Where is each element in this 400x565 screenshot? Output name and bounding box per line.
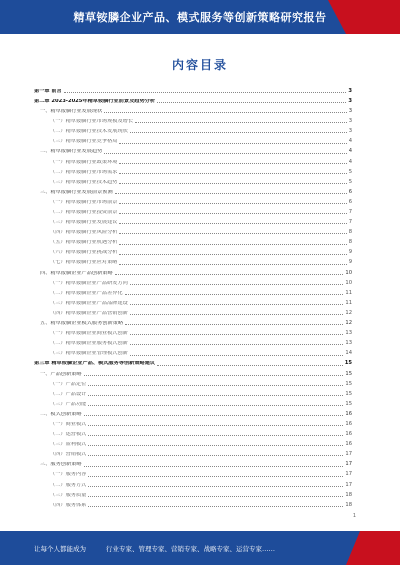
toc-entry[interactable]	[34, 437, 352, 447]
toc-entry[interactable]	[34, 165, 352, 175]
toc-leader-dots	[119, 244, 346, 245]
toc-entry-title: （二）服务方式	[50, 482, 87, 488]
toc-leader-dots	[119, 264, 346, 265]
toc-entry[interactable]	[34, 175, 352, 185]
toc-entry-title: （三）精草铵膦行业技术趋势	[50, 179, 118, 185]
toc-leader-dots	[130, 344, 344, 345]
toc-leader-dots	[88, 385, 343, 386]
toc-leader-dots	[119, 213, 346, 214]
toc-entry[interactable]	[34, 185, 352, 195]
toc-entry-title: （三）精草铵膦企业管理模式创新	[50, 351, 128, 357]
toc-leader-dots	[84, 466, 344, 467]
toc-entry-title: （二）精草铵膦企业服务模式创新	[50, 341, 128, 347]
toc-leader-dots	[88, 405, 343, 406]
toc-entry-title: 二、精草铵膦行业发展趋势	[40, 149, 103, 155]
toc-entry-title: （一）产品定位	[50, 381, 87, 387]
toc-leader-dots	[88, 445, 343, 446]
toc-entry[interactable]	[34, 205, 352, 215]
toc-entry-title: （三）精草铵膦行业竞争格局	[50, 139, 118, 145]
toc-entry-page: 13	[345, 340, 352, 347]
report-footer	[0, 531, 400, 565]
toc-leader-dots	[130, 304, 344, 305]
report-header	[0, 0, 400, 34]
toc-leader-dots	[119, 173, 346, 174]
toc-leader-dots	[119, 223, 346, 224]
toc-entry-page: 9	[348, 249, 352, 256]
toc-leader-dots	[157, 102, 346, 103]
toc-entry-page: 17	[345, 461, 352, 468]
toc-entry-page: 4	[348, 158, 352, 165]
toc-entry[interactable]	[34, 316, 352, 326]
toc-leader-dots	[157, 365, 343, 366]
toc-entry-page: 17	[345, 451, 352, 458]
toc-leader-dots	[135, 122, 347, 123]
toc-leader-dots	[130, 314, 344, 315]
toc-leader-dots	[104, 153, 346, 154]
toc-entry-page: 5	[348, 168, 352, 175]
toc-entry-page: 18	[345, 501, 352, 508]
toc-entry-title: （一）商业模式	[50, 421, 87, 427]
toc-entry-page: 18	[345, 491, 352, 498]
footer-slogan: 让每个人都能成为	[34, 544, 86, 553]
toc-leader-dots	[115, 193, 347, 194]
toc-entry-title: （三）精草铵膦企业产品品牌建设	[50, 300, 128, 306]
toc-entry-title: 第三章 精草铵膦企业产品、模式服务等创新策略建议	[34, 361, 156, 367]
toc-entry-page: 15	[345, 400, 352, 407]
toc-entry[interactable]	[34, 326, 352, 336]
toc-entry-title: （四）营销模式	[50, 452, 87, 458]
toc-leader-dots	[88, 486, 343, 487]
toc-leader-dots	[130, 334, 344, 335]
toc-entry-page: 8	[348, 239, 352, 246]
toc-entry[interactable]	[34, 225, 352, 235]
toc-entry[interactable]	[34, 84, 352, 94]
toc-entry[interactable]	[34, 94, 352, 104]
footer-accent	[360, 531, 400, 565]
toc-entry-title: （四）精草铵膦企业产品营销创新	[50, 310, 128, 316]
toc-entry-title: （一）精草铵膦行业市场前景	[50, 199, 118, 205]
toc-entry-page: 15	[344, 360, 352, 367]
toc-entry-title: 一、精草铵膦行业发展现状	[40, 109, 103, 115]
toc-entry[interactable]	[34, 124, 352, 134]
toc-entry-page: 16	[345, 431, 352, 438]
toc-entry-title: （三）盈利模式	[50, 442, 87, 448]
toc-entry[interactable]	[34, 468, 352, 478]
toc-entry[interactable]	[34, 357, 352, 367]
toc-entry-page: 16	[345, 441, 352, 448]
toc-entry-page: 8	[348, 229, 352, 236]
toc-leader-dots	[64, 92, 347, 93]
toc-leader-dots	[119, 163, 346, 164]
toc-entry-page: 15	[345, 390, 352, 397]
toc-entry[interactable]	[34, 367, 352, 377]
toc-leader-dots	[125, 324, 343, 325]
toc-entry-title: （六）精草铵膦行业挑战分析	[50, 250, 118, 256]
toc-entry[interactable]	[34, 397, 352, 407]
toc-leader-dots	[88, 395, 343, 396]
toc-entry-page: 15	[345, 380, 352, 387]
toc-leader-dots	[119, 183, 346, 184]
toc-leader-dots	[88, 496, 343, 497]
page-number: 1	[352, 513, 356, 519]
toc-leader-dots	[104, 112, 346, 113]
toc-leader-dots	[88, 476, 343, 477]
toc-entry-page: 11	[345, 289, 352, 296]
toc-leader-dots	[130, 355, 344, 356]
toc-entry-title: （一）精草铵膦行业市场规模及增长	[50, 119, 134, 125]
toc-leader-dots	[88, 455, 343, 456]
toc-entry[interactable]	[34, 296, 352, 306]
toc-entry-page: 7	[348, 209, 352, 216]
toc-entry-page: 3	[348, 128, 352, 135]
toc-entry-page: 5	[348, 178, 352, 185]
toc-entry[interactable]	[34, 387, 352, 397]
toc-entry-title: （二）运营模式	[50, 432, 87, 438]
toc-entry-title: （二）精草铵膦行业技术发展现状	[50, 129, 128, 135]
toc-leader-dots	[119, 143, 346, 144]
toc-entry-page: 16	[345, 410, 352, 417]
toc-leader-dots	[119, 203, 346, 204]
toc-entry-page: 16	[345, 420, 352, 427]
toc-entry-page: 9	[348, 259, 352, 266]
toc-entry[interactable]	[34, 377, 352, 387]
toc-entry[interactable]	[34, 498, 352, 508]
toc-entry[interactable]	[34, 246, 352, 256]
toc-entry[interactable]	[34, 114, 352, 124]
toc-entry-title: （一）服务内容	[50, 472, 87, 478]
toc-entry-title: 五、精草铵膦企业模式服务创新策略	[40, 321, 124, 327]
toc-entry-title: （三）服务质量	[50, 492, 87, 498]
toc-entry[interactable]	[34, 488, 352, 498]
toc-entry-page: 13	[345, 330, 352, 337]
toc-entry[interactable]	[34, 417, 352, 427]
toc-entry[interactable]	[34, 407, 352, 417]
toc-entry-title: （一）精草铵膦企业商业模式创新	[50, 331, 128, 337]
toc-entry-page: 4	[348, 148, 352, 155]
toc-entry-title: （四）精草铵膦行业风险分析	[50, 230, 118, 236]
toc-entry[interactable]	[34, 346, 352, 356]
toc-entry[interactable]	[34, 457, 352, 467]
toc-entry[interactable]	[34, 256, 352, 266]
toc-entry-title: （四）服务体系	[50, 502, 87, 508]
toc-entry-page: 10	[345, 269, 352, 276]
table-of-contents	[34, 84, 352, 508]
toc-entry[interactable]	[34, 215, 352, 225]
toc-entry[interactable]	[34, 478, 352, 488]
toc-leader-dots	[115, 274, 344, 275]
toc-entry-page: 10	[345, 279, 352, 286]
toc-entry-page: 15	[345, 370, 352, 377]
toc-entry-title: 三、精草铵膦行业发展前景预测	[40, 189, 113, 195]
toc-entry-title: （三）精草铵膦行业发展建议	[50, 220, 118, 226]
toc-entry-page: 3	[348, 108, 352, 115]
header-accent	[346, 0, 400, 34]
toc-entry-title: 四、精草铵膦企业产品创新策略	[40, 270, 113, 276]
toc-leader-dots	[88, 435, 343, 436]
toc-entry[interactable]	[34, 266, 352, 276]
toc-entry[interactable]	[34, 134, 352, 144]
toc-entry[interactable]	[34, 104, 352, 114]
toc-entry-title: 第二章 2023-2025年精草铵膦行业前景及趋势分析	[34, 98, 156, 104]
toc-entry-title: （七）精草铵膦行业应对策略	[50, 260, 118, 266]
toc-entry[interactable]	[34, 427, 352, 437]
toc-leader-dots	[125, 294, 344, 295]
toc-entry-page: 6	[348, 198, 352, 205]
toc-entry-page: 6	[348, 188, 352, 195]
toc-leader-dots	[119, 233, 346, 234]
toc-entry-title: （二）精草铵膦企业产品差异化	[50, 290, 123, 296]
toc-leader-dots	[84, 415, 344, 416]
toc-entry[interactable]	[34, 286, 352, 296]
toc-entry-title: （一）精草铵膦企业产品研发方向	[50, 280, 128, 286]
toc-entry-title: 二、模式创新策略	[40, 411, 82, 417]
toc-entry-page: 14	[345, 350, 352, 357]
toc-entry-page: 12	[345, 309, 352, 316]
toc-entry[interactable]	[34, 276, 352, 286]
toc-entry[interactable]	[34, 447, 352, 457]
toc-entry-title: （二）产品设计	[50, 391, 87, 397]
toc-leader-dots	[130, 284, 344, 285]
toc-entry-page: 7	[348, 219, 352, 226]
toc-entry-page: 12	[345, 320, 352, 327]
toc-entry-title: （一）精草铵膦行业政策环境	[50, 159, 118, 165]
footer-tagline: 行业专家、管理专家、营销专家、战略专家、运营专家……	[106, 544, 275, 553]
toc-entry-page: 17	[345, 481, 352, 488]
toc-entry-page: 4	[348, 138, 352, 145]
toc-entry-page: 3	[348, 118, 352, 125]
toc-entry[interactable]	[34, 155, 352, 165]
toc-entry[interactable]	[34, 336, 352, 346]
toc-entry-title: 第一章 前言	[34, 88, 62, 94]
toc-entry-page: 17	[345, 471, 352, 478]
toc-entry-title: （二）精草铵膦行业市场需求	[50, 169, 118, 175]
toc-entry-page: 3	[348, 97, 352, 104]
toc-entry[interactable]	[34, 235, 352, 245]
toc-entry-title: 一、产品创新策略	[40, 371, 82, 377]
toc-leader-dots	[130, 132, 347, 133]
toc-entry-title: 三、服务创新策略	[40, 462, 82, 468]
toc-leader-dots	[88, 506, 343, 507]
toc-entry[interactable]	[34, 145, 352, 155]
toc-entry-page: 11	[345, 299, 352, 306]
toc-entry[interactable]	[34, 306, 352, 316]
toc-leader-dots	[119, 254, 346, 255]
toc-entry-title: （五）精草铵膦行业机遇分析	[50, 240, 118, 246]
report-title: 精草铵膦企业产品、模式服务等创新策略研究报告	[73, 11, 327, 24]
toc-entry-title: （二）精草铵膦行业投资前景	[50, 210, 118, 216]
toc-entry-page: 3	[348, 87, 352, 94]
toc-entry[interactable]	[34, 195, 352, 205]
page-title: 内容目录	[171, 58, 228, 72]
toc-leader-dots	[84, 375, 344, 376]
toc-leader-dots	[88, 425, 343, 426]
toc-entry-title: （三）产品功能	[50, 401, 87, 407]
